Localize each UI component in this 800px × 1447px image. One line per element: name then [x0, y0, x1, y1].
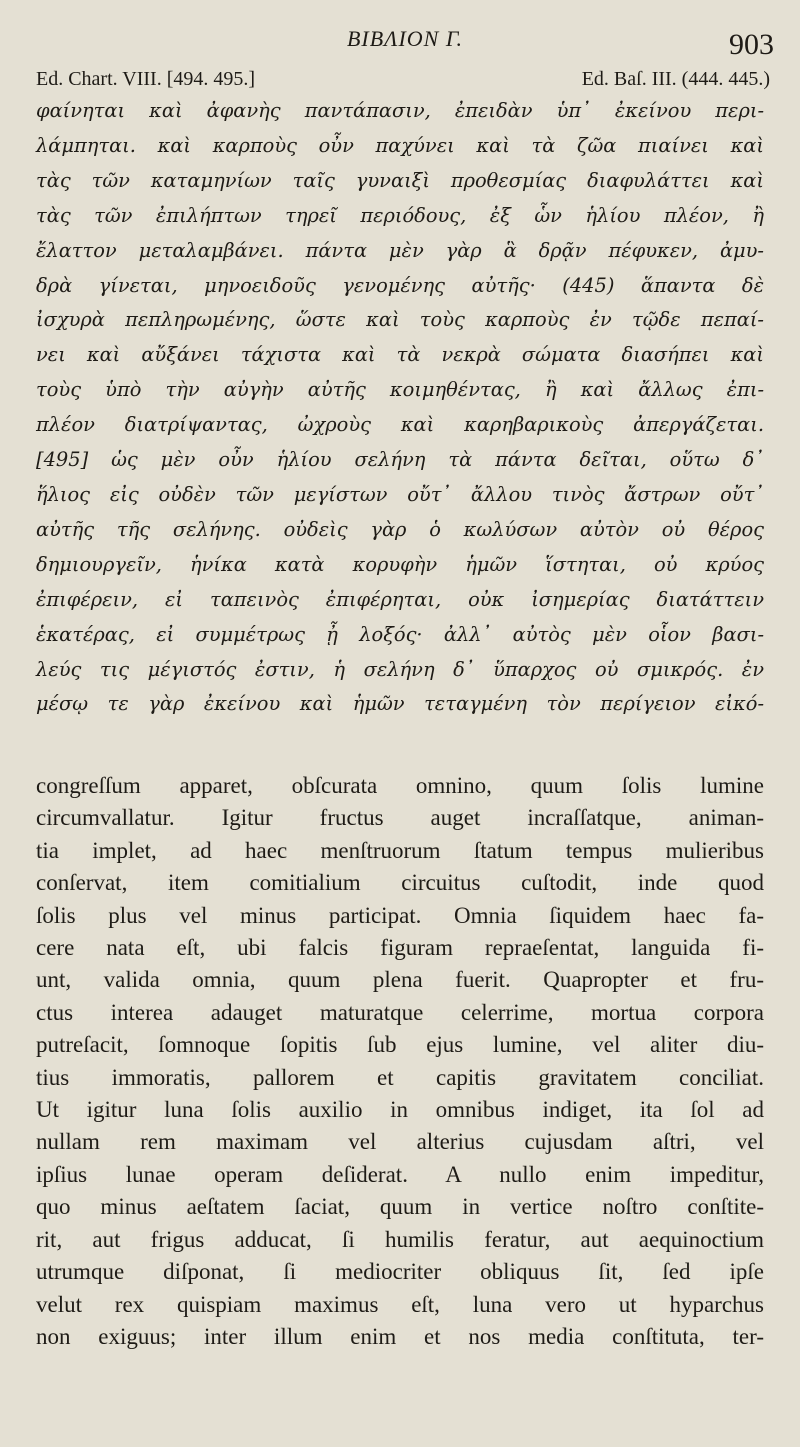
- latin-line: ipſius lunae operam deſiderat. A nullo enim impeditur,: [36, 1161, 764, 1187]
- latin-line: tius immoratis, pallorem et capitis gravitatem conciliat.: [36, 1064, 764, 1090]
- greek-line: λάμπηται. καὶ καρποὺς οὖν παχύνει καὶ τὰ ζῶα πιαίνει καὶ: [36, 133, 764, 157]
- latin-line: ſolis plus vel minus participat. Omnia ſiquidem haec fa-: [36, 902, 764, 928]
- greek-line: τὰς τῶν ἐπιλήπτων τηρεῖ περιόδους, ἐξ ὧν ἡλίου πλέον, ἢ: [36, 203, 764, 227]
- greek-line: λεύς τις μέγιστός ἐστιν, ἡ σελήνη δ᾽ ὕπαρχος οὐ σμικρός. ἐν: [36, 657, 764, 681]
- greek-line: νει καὶ αὔξάνει τάχιστα καὶ τὰ νεκρὰ σώματα διασήπει καὶ: [36, 343, 764, 367]
- latin-line: quo minus aeſtatem ſaciat, quum in vertice noſtro conſtite-: [36, 1194, 764, 1220]
- greek-line: ἐπιφέρειν, εἰ ταπεινὸς ἐπιφέρηται, οὐκ ἰσημερίας διατάττειν: [36, 587, 764, 611]
- greek-line: δρὰ γίνεται, μηνοειδοῦς γενομένης αὐτῆς· (445) ἅπαντα δὲ: [36, 273, 764, 297]
- latin-line: nullam rem maximam vel alterius cujusdam aſtri, vel: [36, 1129, 764, 1155]
- greek-line: αὐτῆς τῆς σελήνης. οὐδεὶς γὰρ ὁ κωλύσων αὐτὸν οὐ θέρος: [36, 517, 764, 541]
- greek-line: φαίνηται καὶ ἀφανὴς παντάπασιν, ἐπειδὰν ὑπ᾽ ἐκείνου περι-: [36, 99, 764, 122]
- latin-line: rit, aut frigus adducat, ſi humilis feratur, aut aequinoctium: [36, 1226, 764, 1252]
- greek-line: ἑκατέρας, εἰ συμμέτρως ᾖ λοξός· ἀλλ᾽ αὐτὸς μὲν οἷον βασι-: [36, 622, 764, 646]
- latin-line: unt, valida omnia, quum plena fuerit. Quapropter et fru-: [36, 967, 764, 993]
- greek-line: τοὺς ὑπὸ τὴν αὐγὴν αὐτῆς κοιμηθέντας, ἢ καὶ ἄλλως ἐπι-: [36, 378, 764, 402]
- latin-line: conſervat, item comitialium circuitus cuſtodit, inde quod: [36, 870, 764, 896]
- greek-line: τὰς τῶν καταμηνίων ταῖς γυναιξὶ προθεσμίας διαφυλάττει καὶ: [36, 168, 764, 192]
- greek-line: δημιουργεῖν, ἡνίκα κατὰ κορυφὴν ἡμῶν ἵστηται, οὐ κρύος: [36, 552, 764, 576]
- greek-line: ἰσχυρὰ πεπληρωμένης, ὥστε καὶ τοὺς καρποὺς ἐν τῷδε πεπαί-: [36, 308, 764, 332]
- latin-line: circumvallatur. Igitur fructus auget incraſſatque, animan-: [36, 805, 764, 831]
- greek-line: [495] ὡς μὲν οὖν ἡλίου σελήνη τὰ πάντα δεῖται, οὕτω δ᾽: [36, 448, 764, 472]
- latin-line: velut rex quispiam maximus eſt, luna vero ut hyparchus: [36, 1291, 764, 1317]
- latin-line: utrumque diſponat, ſi mediocriter obliquus ſit, ſed ipſe: [36, 1259, 764, 1285]
- page-header: [36, 26, 774, 60]
- latin-line: congreſſum apparet, obſcurata omnino, quum ſolis lumine: [36, 773, 764, 798]
- edition-references: [36, 68, 770, 96]
- edition-basel-ref: Ed. Baſ. III. (444. 445.): [581, 68, 770, 90]
- latin-text: [36, 770, 764, 1353]
- latin-line: ctus interea adauget maturatque celerrime, mortua corpora: [36, 999, 764, 1025]
- greek-text: [36, 94, 764, 722]
- latin-line: Ut igitur luna ſolis auxilio in omnibus indiget, ita ſol ad: [36, 1097, 764, 1123]
- latin-line: cere nata eſt, ubi falcis figuram repraeſentat, languida fi-: [36, 935, 764, 961]
- latin-line: putreſacit, ſomnoque ſopitis ſub ejus lumine, vel aliter diu-: [36, 1032, 764, 1058]
- greek-line: μέσῳ τε γὰρ ἐκείνου καὶ ἡμῶν τεταγμένη τὸν περίγειον εἰκό-: [36, 692, 764, 716]
- page-number: 903: [729, 28, 774, 61]
- edition-chart-ref: Ed. Chart. VIII. [494. 495.]: [36, 68, 256, 90]
- greek-line: ἔλαττον μεταλαμβάνει. πάντα μὲν γὰρ ἃ δρᾷν πέφυκεν, ἀμυ-: [36, 238, 764, 262]
- running-title: BIBΛΙΟΝ Γ.: [346, 26, 464, 51]
- greek-line: πλέον διατρίψαντας, ὠχροὺς καὶ καρηβαρικοὺς ἀπεργάζεται.: [36, 413, 764, 437]
- latin-line: tia implet, ad haec menſtruorum ſtatum tempus mulieribus: [36, 837, 764, 863]
- latin-line: non exiguus; inter illum enim et nos media conſtituta, ter-: [36, 1323, 764, 1349]
- greek-line: ἥλιος εἰς οὐδὲν τῶν μεγίστων οὔτ᾽ ἄλλου τινὸς ἄστρων οὔτ᾽: [36, 482, 764, 506]
